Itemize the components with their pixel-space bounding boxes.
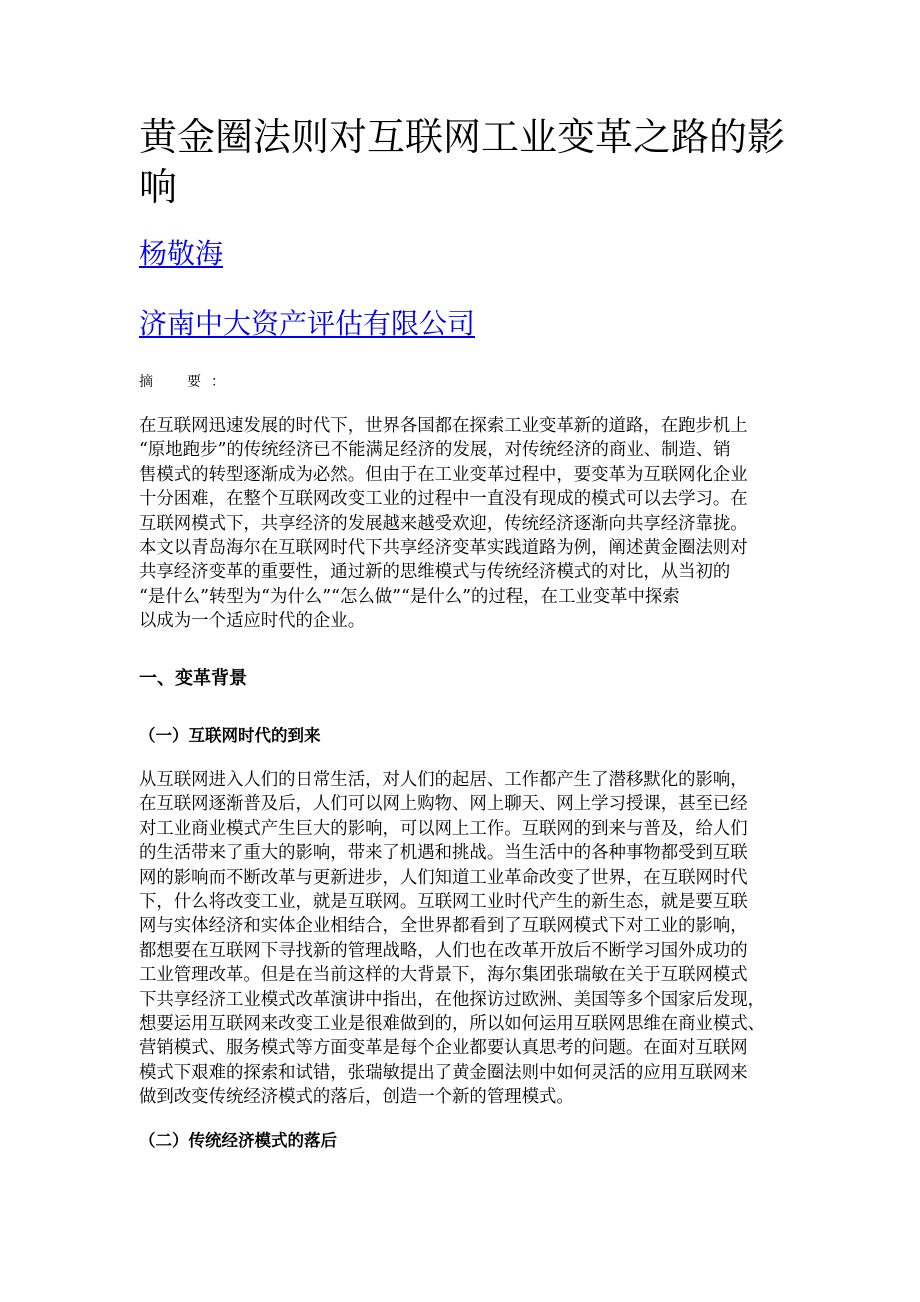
subsection-heading: （一）互联网时代的到来 xyxy=(139,726,321,745)
text-line: 下，什么将改变工业，就是互联网。互联网工业时代产生的新生态，就是要互联 xyxy=(139,892,748,913)
text-line: 从互联网进入人们的日常生活，对人们的起居、工作都产生了潜移默化的影响， xyxy=(139,770,748,790)
text-line: 做到改变传统经济模式的落后，创造一个新的管理模式。 xyxy=(139,1087,574,1108)
text-line: “原地跑步”的传统经济已不能满足经济的发展，对传统经济的商业、制造、销 xyxy=(139,440,731,461)
text-line: 的生活带来了重大的影响，带来了机遇和挑战。当生活中的各种事物都受到互联 xyxy=(139,843,748,864)
abstract-paragraph xyxy=(139,414,789,634)
text-line: 售模式的转型逐渐成为必然。但由于在工业变革过程中，要变革为互联网化企业 xyxy=(139,464,748,485)
text-line: 对工业商业模式产生巨大的影响，可以网上工作。互联网的到来与普及，给人们 xyxy=(139,818,748,839)
text-line: 以成为一个适应时代的企业。 xyxy=(139,611,366,632)
text-line: 都想要在互联网下寻找新的管理战略，人们也在改革开放后不断学习国外成功的 xyxy=(139,940,748,961)
text-line: 互联网模式下，共享经济的发展越来越受欢迎，传统经济逐渐向共享经济靠拢。 xyxy=(139,513,748,534)
text-line: 网与实体经济和实体企业相结合，全世界都看到了互联网模式下对工业的影响， xyxy=(139,916,748,937)
abstract-label: 摘 要： xyxy=(139,374,235,390)
author-link[interactable]: 杨敬海 xyxy=(139,237,224,270)
text-line: 共享经济变革的重要性，通过新的思维模式与传统经济模式的对比，从当初的 xyxy=(139,562,731,583)
text-line: 工业管理改革。但是在当前这样的大背景下，海尔集团张瑞敏在关于互联网模式 xyxy=(139,965,748,986)
text-line: 在互联网迅速发展的时代下，世界各国都在探索工业变革新的道路，在跑步机上 xyxy=(139,416,748,436)
title-line: 响 xyxy=(139,165,178,209)
text-line: 本文以青岛海尔在互联网时代下共享经济变革实践道路为例，阐述黄金圈法则对 xyxy=(139,538,748,559)
text-line: 网的影响而不断改革与更新进步，人们知道工业革命改变了世界，在互联网时代 xyxy=(139,867,748,888)
text-line: 想要运用互联网来改变工业是很难做到的，所以如何运用互联网思维在商业模式、 xyxy=(139,1014,766,1035)
text-line: 模式下艰难的探索和试错，张瑞敏提出了黄金圈法则中如何灵活的应用互联网来 xyxy=(139,1062,748,1083)
text-line: 下共享经济工业模式改革演讲中指出，在他探访过欧洲、美国等多个国家后发现， xyxy=(139,989,766,1010)
text-line: 营销模式、服务模式等方面变革是每个企业都要认真思考的问题。在面对互联网 xyxy=(139,1038,748,1059)
title-line: 黄金圈法则对互联网工业变革之路的影 xyxy=(139,115,786,159)
body-paragraph xyxy=(139,768,789,1110)
text-line: “是什么”转型为“为什么”“怎么做”“是什么”的过程，在工业变革中探索 xyxy=(139,586,680,607)
section-heading: 一、变革背景 xyxy=(139,668,247,689)
affiliation-link[interactable]: 济南中大资产评估有限公司 xyxy=(139,307,476,340)
text-line: 在互联网逐渐普及后，人们可以网上购物、网上聊天、网上学习授课，甚至已经 xyxy=(139,794,748,815)
document-title xyxy=(139,112,789,212)
text-line: 十分困难，在整个互联网改变工业的过程中一直没有现成的模式可以去学习。在 xyxy=(139,489,748,510)
subsection-heading: （二）传统经济模式的落后 xyxy=(139,1131,337,1150)
